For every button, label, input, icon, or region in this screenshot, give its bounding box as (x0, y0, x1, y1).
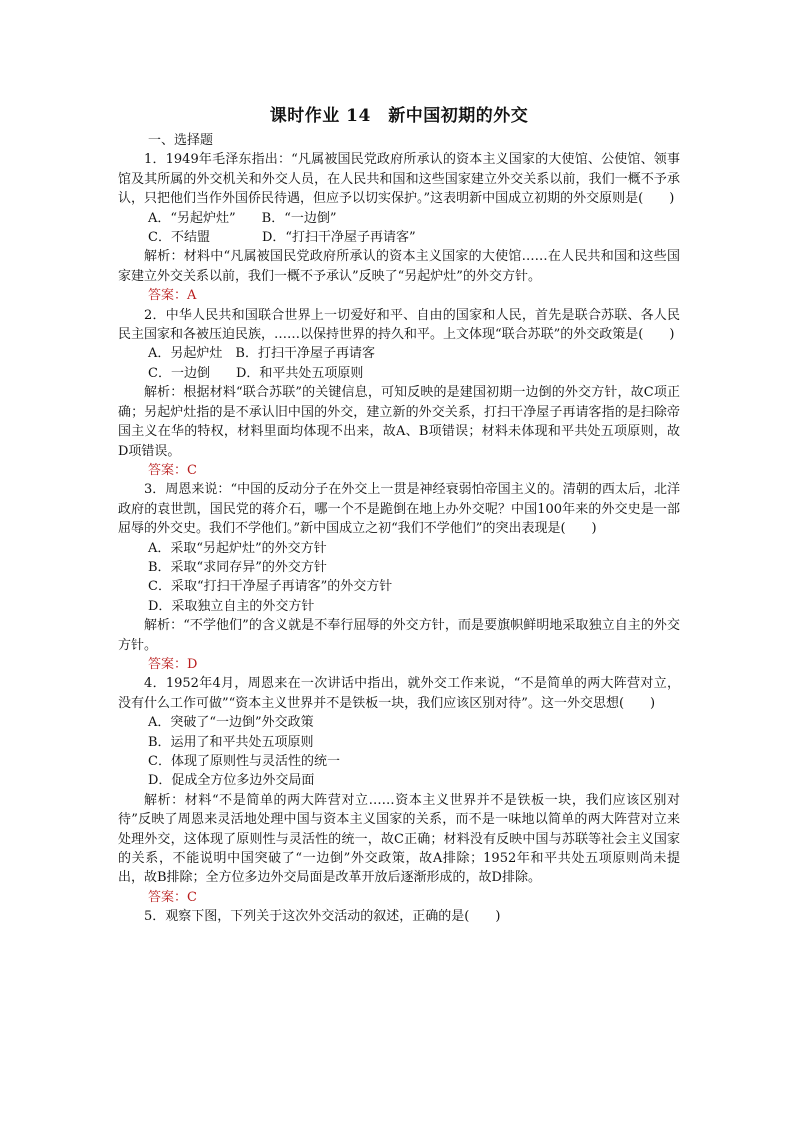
option-line: D．采取独立自主的外交方针 (148, 598, 315, 614)
option-line: C．采取“打扫干净屋子再请客”的外交方针 (148, 579, 393, 595)
worksheet-page (118, 104, 680, 927)
option-line: A．另起炉灶 B．打扫干净屋子再请客 (148, 346, 375, 362)
option-line: B．采取“求同存异”的外交方针 (148, 559, 327, 575)
option-line: A．采取“另起炉灶”的外交方针 (148, 540, 327, 556)
explanation: 解析：“不学他们”的含义就是不奉行屈辱的外交方针，而是要旗帜鲜明地采取独立自主的外交方针。 (118, 618, 680, 653)
option-line: D．促成全方位多边外交局面 (148, 773, 315, 789)
option-line: A．突破了“一边倒”外交政策 (148, 715, 314, 731)
option-line: C．一边倒 D．和平共处五项原则 (148, 365, 364, 381)
option-line: A．“另起炉灶” B．“一边倒” (148, 210, 337, 226)
explanation: 解析：材料中“凡属被国民党政府所承认的资本主义国家的大使馆……在人民共和国和这些国家建立外交关系以前，我们一概不予承认”反映了“另起炉灶”的外交方针。 (118, 249, 680, 284)
question-stem: 1．1949年毛泽东指出：“凡属被国民党政府所承认的资本主义国家的大使馆、公使馆、领事馆及其所属的外交机关和外交人员，在人民共和国和这些国家建立外交关系以前，我们一概不予承认，只把他们当作外国侨民待遇，但应予以切实保护。”这表明新中国成立初期的外交原则是( ) (118, 152, 680, 207)
question-stem: 5．观察下图，下列关于这次外交活动的叙述，正确的是( ) (144, 909, 501, 925)
question-5 (118, 907, 680, 926)
answer: 答案：C (148, 889, 197, 905)
section-heading: 一、选择题 (148, 133, 214, 148)
option-line: C．不结盟 D．“打扫干净屋子再请客” (148, 230, 416, 246)
answer: 答案：A (148, 288, 197, 304)
answer: 答案：C (148, 462, 197, 478)
question-2 (118, 306, 680, 481)
question-1 (118, 150, 680, 305)
explanation: 解析：材料“不是简单的两大阵营对立……资本主义世界并不是铁板一块，我们应该区别对待”反映了周恩来灵活地处理中国与资本主义国家的关系，而不是一味地以简单的两大阵营对立来处理外交，这体现了原则性与灵活性的统一，故C正确；材料没有反映中国与苏联等社会主义国家的关系，不能说明中国突破了“一边倒”外交政策，故A排除；1952年和平共处五项原则尚未提出，故B排除；全方位多边外交局面是改革开放后逐渐形成的，故D排除。 (118, 792, 680, 886)
option-line: C．体现了原则性与灵活性的统一 (148, 754, 340, 769)
question-stem: 4．1952年4月，周恩来在一次讲话中指出，就外交工作来说，“不是简单的两大阵营对立，没有什么工作可做”“资本主义世界并不是铁板一块，我们应该区别对待”。这一外交思想( ) (118, 676, 680, 711)
option-line: B．运用了和平共处五项原则 (148, 734, 314, 750)
page-title: 课时作业 14 新中国初期的外交 (269, 106, 529, 126)
question-stem: 3．周恩来说：“中国的反动分子在外交上一贯是神经衰弱怕帝国主义的。清朝的西太后，北洋政府的袁世凯，国民党的蒋介石，哪一个不是跪倒在地上办外交呢？中国100年来的外交史是一部屈辱的外交史。我们不学他们。”新中国成立之初“我们不学他们”的突出表现是( ) (118, 482, 680, 537)
question-4 (118, 674, 680, 907)
question-3 (118, 480, 680, 674)
answer: 答案：D (148, 656, 198, 672)
question-stem: 2．中华人民共和国联合世界上一切爱好和平、自由的国家和人民，首先是联合苏联、各人民民主国家和各被压迫民族，……以保持世界的持久和平。上文体现“联合苏联”的外交政策是( ) (118, 307, 680, 343)
explanation: 解析：根据材料“联合苏联”的关键信息，可知反映的是建国初期一边倒的外交方针，故C项正确；另起炉灶指的是不承认旧中国的外交，建立新的外交关系，打扫干净屋子再请客指的是扫除帝国主义在华的特权，材料里面均体现不出来，故A、B项错误；材料未体现和平共处五项原则，故D项错误。 (118, 385, 680, 459)
